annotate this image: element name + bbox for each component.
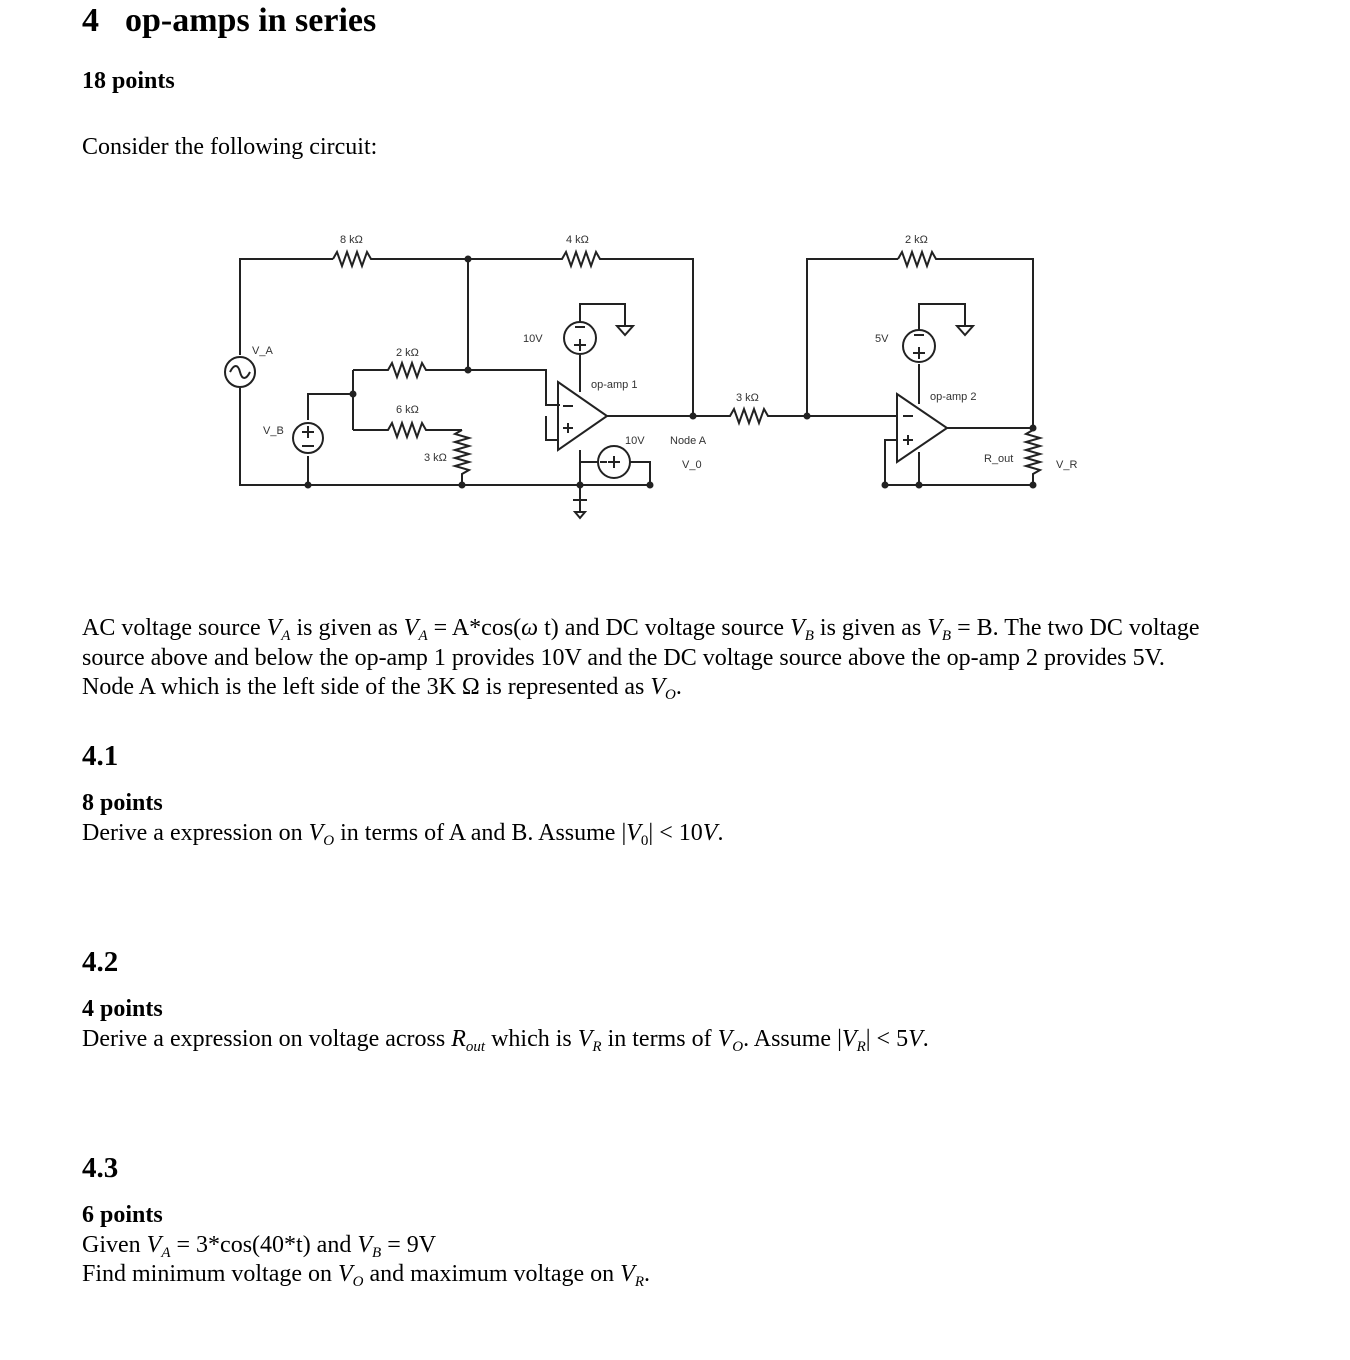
q2-number: 4.2 [82,946,119,978]
plus-minus-icon [302,426,314,446]
resistor-3k-gnd [455,430,469,485]
opamp2-pins [903,416,913,445]
label-va: V_A [252,345,273,357]
opamp1-supply-wires [573,355,587,518]
label-r-top2: 4 kΩ [566,234,589,246]
section-points: 18 points [82,68,175,94]
label-supply2: 5V [875,333,889,345]
q3-number: 4.3 [82,1152,119,1184]
opamp2-plus-wire [885,440,897,485]
label-supply1-top: 10V [523,333,543,345]
section-number: 4 [82,2,99,39]
section-title: op-amps in series [125,2,377,39]
label-rout: R_out [984,453,1014,465]
description-line-1: AC voltage source $V_A$ is given as $V_A = A*\cos(\omega$ t) and DC voltage source $V_B$ is given as $V_B = B$. The two DC voltage [82,615,1200,644]
q2-points: 4 points [82,996,163,1022]
intro-text: Consider the following circuit: [82,134,378,160]
description-line-3: Node A which is the left side of the 3K Ω is represented as $V_O$. [82,674,682,703]
label-vr: V_R [1056,459,1078,471]
resistor-6k [353,423,462,437]
wire-top-left [240,259,333,355]
label-vb: V_B [263,425,284,437]
opamp2-symbol [897,394,947,462]
q2-text: Derive a expression on voltage across $R_{out}$ which is $V_R$ in terms of $V_O$. Assume $|V_R| < 5V$. [82,1026,929,1055]
opamp1-symbol [558,382,607,450]
ground2-icon [919,304,973,335]
label-r-link: 3 kΩ [736,392,759,404]
opamp1-plus-wire [546,416,558,440]
wire-vb [308,394,353,485]
resistor-8k [333,252,468,266]
label-r-gnd: 3 kΩ [424,452,447,464]
circuit-diagram [0,0,1350,560]
label-opamp2: op-amp 2 [930,391,977,403]
q3-line-2: Find minimum voltage on $V_O$ and maximum voltage on $V_R$. [82,1261,650,1290]
supply2-pm-icon [913,335,925,359]
label-r-mid1: 2 kΩ [396,347,419,359]
label-r-top1: 8 kΩ [340,234,363,246]
resistor-2k-mid [353,363,560,405]
label-r-top3: 2 kΩ [905,234,928,246]
label-r-mid2: 6 kΩ [396,404,419,416]
q1-points: 8 points [82,790,163,816]
description-paragraph [82,614,1262,703]
ground-icon [580,304,633,335]
description-line-2: source above and below the op-amp 1 provides 10V and the DC voltage source above the op-amp 2 provides 5V. [82,644,1165,671]
ac-wave-icon [230,366,250,378]
opamp1-pins [563,406,573,433]
supply1-top-pm-icon [574,327,586,351]
label-v0: V_0 [682,459,702,471]
resistor-3k-link [693,409,897,423]
label-node-a: Node A [670,435,707,447]
q1-number: 4.1 [82,740,119,772]
q3-line-1: Given $V_A = 3*\cos(40*t)$ and $V_B = 9V$ [82,1232,437,1261]
q3-points: 6 points [82,1202,163,1228]
label-supply1-bottom: 10V [625,435,645,447]
resistor-rout [1026,430,1040,485]
label-opamp1: op-amp 1 [591,379,638,391]
q1-text: Derive a expression on $V_O$ in terms of A and B. Assume $|V_0| < 10V$. [82,820,724,849]
supply1-bottom-pm-icon [600,456,620,468]
